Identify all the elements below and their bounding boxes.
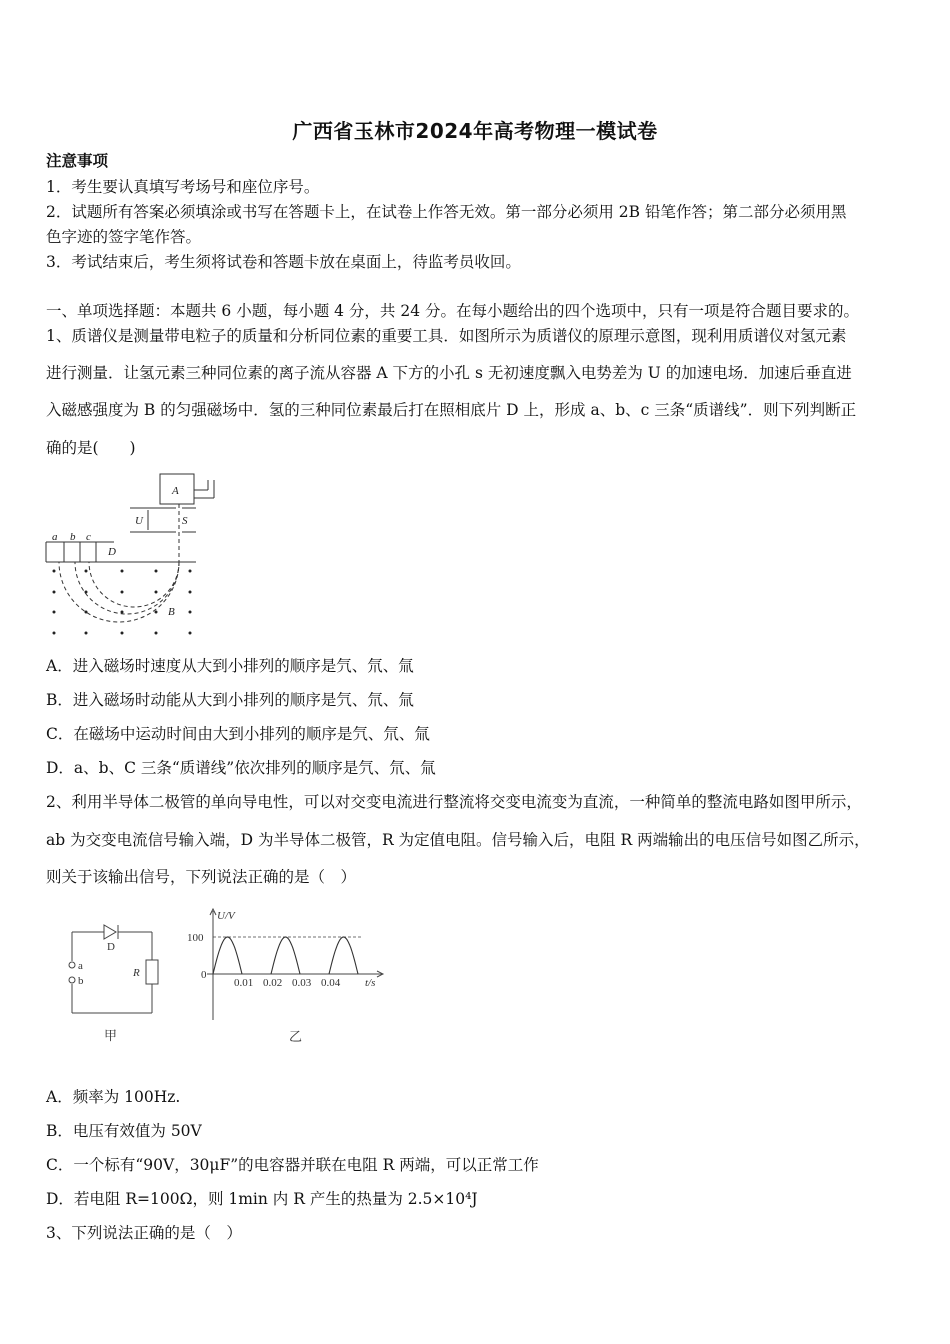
container-label: A xyxy=(172,485,179,497)
q1-option[interactable]: B．进入磁场时动能从大到小排列的顺序是氕、氘、氚 xyxy=(46,691,414,709)
line-c-label: c xyxy=(86,531,91,543)
q3-stem: 3、下列说法正确的是（ ） xyxy=(46,1224,242,1242)
voltage-label: U xyxy=(135,515,143,527)
terminal-b-label: b xyxy=(78,975,84,987)
voltage-series-line xyxy=(213,937,358,974)
voltage-waveform-chart xyxy=(185,905,395,1050)
q1-stem-line: 进行测量．让氢元素三种同位素的离子流从容器 A 下方的小孔 s 无初速度飘入电势差为 U 的加速电场．加速后垂直进 xyxy=(46,364,852,382)
film-label: D xyxy=(108,546,116,558)
page-title: 广西省玉林市2024年高考物理一模试卷 xyxy=(292,119,658,143)
mass-spectrometer-figure xyxy=(44,470,216,642)
field-label: B xyxy=(168,606,175,618)
notice-item: 1．考生要认真填写考场号和座位序号。 xyxy=(46,178,320,196)
q2-stem-line: ab 为交变电流信号输入端，D 为半导体二极管，R 为定值电阻。信号输入后，电阻 R 两端输出的电压信号如图乙所示， xyxy=(46,831,870,849)
diode-label: D xyxy=(107,941,115,953)
x-tick-label: 0.01 xyxy=(234,977,254,989)
notice-item: 2．试题所有答案必须填涂或书写在答题卡上，在试卷上作答无效。第一部分必须用 2B 铅笔作答；第二部分必须用黑 xyxy=(46,203,847,221)
q2-stem-line: 则关于该输出信号，下列说法正确的是（ ） xyxy=(46,868,357,886)
q1-stem-line: 入磁感强度为 B 的匀强磁场中．氢的三种同位素最后打在照相底片 D 上，形成 a、b、c 三条“质谱线”．则下列判断正 xyxy=(46,401,857,419)
q1-option[interactable]: A．进入磁场时速度从大到小排列的顺序是氕、氘、氚 xyxy=(46,657,414,675)
x-tick-label: 0.02 xyxy=(263,977,283,989)
notice-heading: 注意事项 xyxy=(46,151,109,170)
x-axis-label: t/s xyxy=(365,977,376,989)
slit-label: S xyxy=(182,515,188,527)
q2-stem-line: 2、利用半导体二极管的单向导电性，可以对交变电流进行整流将交变电流变为直流，一种简单的整流电路如图甲所示， xyxy=(46,793,862,811)
q1-stem-line: 1、质谱仪是测量带电粒子的质量和分析同位素的重要工具．如图所示为质谱仪的原理示意图，现利用质谱仪对氢元素 xyxy=(46,327,847,345)
q2-option[interactable]: D．若电阻 R=100Ω，则 1min 内 R 产生的热量为 2.5×10⁴J xyxy=(46,1190,478,1208)
x-tick-label: 0.04 xyxy=(321,977,341,989)
y-tick-label: 0 xyxy=(201,969,207,981)
q1-option[interactable]: D．a、b、C 三条“质谱线”依次排列的顺序是氕、氘、氚 xyxy=(46,759,436,777)
line-b-label: b xyxy=(70,531,76,543)
resistor-label: R xyxy=(133,967,140,979)
figure-caption-jia: 甲 xyxy=(104,1028,118,1043)
section-heading: 一、单项选择题：本题共 6 小题，每小题 4 分，共 24 分。在每小题给出的四个选项中，只有一项是符合题目要求的。 xyxy=(46,302,860,320)
q1-option[interactable]: C．在磁场中运动时间由大到小排列的顺序是氕、氘、氚 xyxy=(46,725,430,743)
rectifier-circuit xyxy=(60,915,170,1050)
figure-caption-yi: 乙 xyxy=(289,1029,303,1044)
line-a-label: a xyxy=(52,531,58,543)
notice-item: 色字迹的签字笔作答。 xyxy=(46,228,202,246)
q2-option[interactable]: B．电压有效值为 50V xyxy=(46,1122,202,1140)
q2-option[interactable]: C．一个标有“90V，30μF”的电容器并联在电阻 R 两端，可以正常工作 xyxy=(46,1156,539,1174)
y-axis-label: U/V xyxy=(217,910,235,922)
q1-stem-line: 确的是( ) xyxy=(46,439,136,457)
q2-option[interactable]: A．频率为 100Hz. xyxy=(46,1088,181,1106)
notice-item: 3．考试结束后，考生须将试卷和答题卡放在桌面上，待监考员收回。 xyxy=(46,253,521,271)
x-tick-label: 0.03 xyxy=(292,977,312,989)
y-tick-label: 100 xyxy=(187,932,204,944)
terminal-a-label: a xyxy=(78,960,83,972)
